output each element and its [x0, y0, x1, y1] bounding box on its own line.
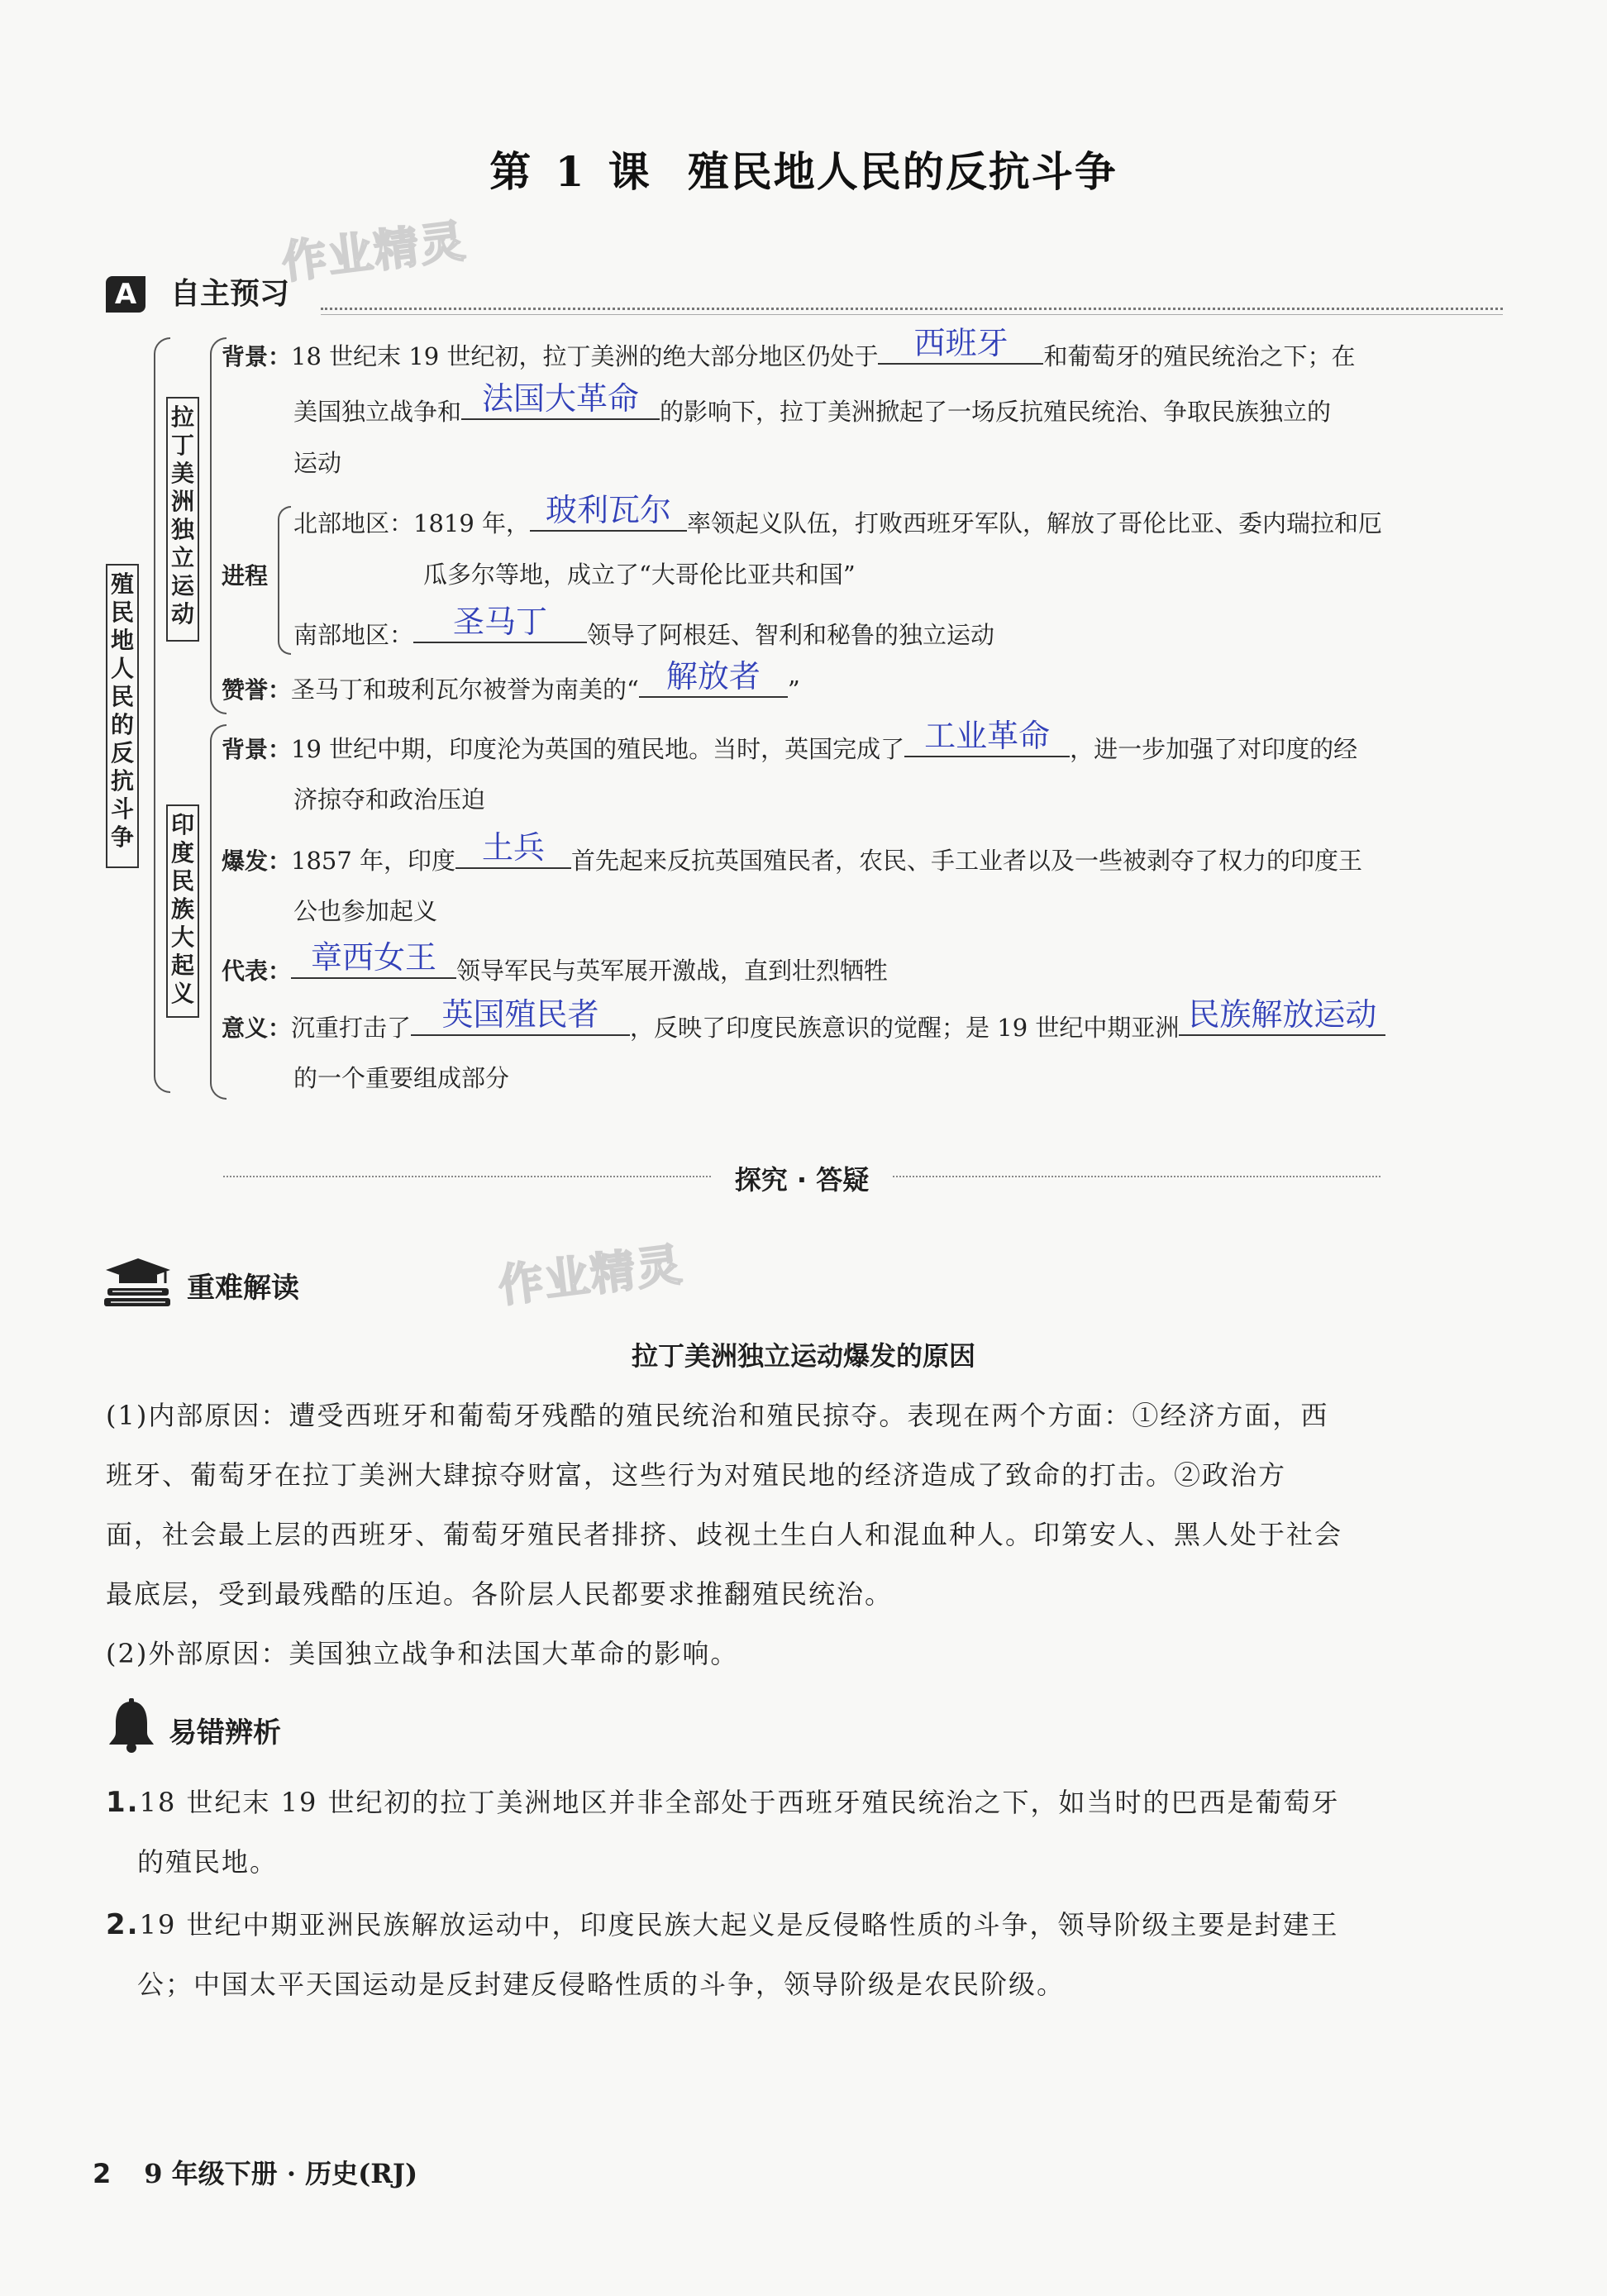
blank-sepoy [455, 829, 571, 869]
blank-liberator [639, 658, 788, 698]
answer-bolivar: 玻利瓦尔 [546, 492, 672, 528]
latin-bg-label: 背景： [222, 343, 292, 370]
divider-title: 探究 · 答疑 [734, 1164, 870, 1196]
representative-text-b: 领导军民与英军展开激战，直到壮烈牺牲 [456, 957, 889, 985]
key-line-5: (2)外部原因：美国独立战争和法国大革命的影响。 [106, 1638, 739, 1669]
india-bg-text-1a: 19 世纪中期，印度沦为英国的殖民地。当时，英国完成了 [291, 735, 905, 763]
key-heading: 重难解读 [187, 1272, 299, 1305]
blank-industrial-revolution [904, 718, 1070, 757]
book-title: 9 年级下册 · 历史(RJ) [144, 2158, 418, 2189]
significance-text-1b: ，反映了印度民族意识的觉醒；是 19 世纪中期亚洲 [630, 1014, 1180, 1042]
answer-spain: 西班牙 [913, 325, 1009, 361]
north-text-a: 北部地区：1819 年， [293, 509, 531, 537]
significance-label: 意义： [222, 1014, 292, 1042]
mistake-item-1-number: 1. [106, 1786, 140, 1819]
watermark-middle: 作业精灵 [495, 1238, 686, 1313]
praise-line [222, 658, 800, 707]
north-line-1 [293, 492, 1383, 540]
india-bg-label: 背景： [222, 736, 292, 763]
latin-bg-text-2a: 美国独立战争和 [293, 398, 462, 426]
latin-brace [210, 337, 227, 714]
india-bg-line-2: 济掠夺和政治压迫 [293, 785, 486, 814]
answer-french-revolution: 法国大革命 [482, 380, 640, 417]
answer-rani: 章西女王 [311, 939, 437, 976]
latin-bg-line-2 [293, 380, 1332, 428]
mistake-item-2-number: 2. [106, 1908, 140, 1941]
outbreak-label: 爆发： [222, 847, 292, 875]
north-text-b: 率领起义队伍，打败西班牙军队，解放了哥伦比亚、委内瑞拉和厄 [687, 509, 1383, 537]
significance-text-1a: 沉重打击了 [291, 1014, 412, 1042]
outbreak-text-1a: 1857 年，印度 [291, 847, 456, 875]
mistake-item-2-line-2: 公；中国太平天国运动是反封建反侵略性质的斗争，领导阶级是农民阶级。 [137, 1969, 1066, 2000]
topic-india-box: 印度民族大起义 [166, 804, 199, 1018]
lesson-title [0, 139, 1607, 198]
mistake-item-1-line-2: 的殖民地。 [137, 1846, 279, 1878]
representative-label: 代表： [222, 957, 292, 985]
mistake-item-2-text-1: 19 世纪中期亚洲民族解放运动中，印度民族大起义是反侵略性质的斗争，领导阶级主要是封建王 [139, 1909, 1339, 1940]
praise-text-a: 圣马丁和玻利瓦尔被誉为南美的“ [291, 675, 639, 704]
blank-french-revolution [461, 380, 660, 420]
blank-san-martin [413, 604, 587, 643]
praise-text-b: ” [787, 675, 800, 704]
blank-rani [291, 939, 456, 979]
latin-bg-line-1 [222, 325, 1356, 374]
significance-line-1 [222, 996, 1385, 1045]
mistake-item-2-line-1 [106, 1907, 1338, 1943]
section-a-rule-line [321, 314, 1503, 315]
key-line-4: 最底层，受到最残酷的压迫。各阶层人民都要求推翻殖民统治。 [106, 1578, 894, 1610]
blank-bolivar [530, 492, 687, 532]
india-bg-line-1 [222, 718, 1358, 766]
latin-bg-text-2b: 的影响下，拉丁美洲掀起了一场反抗殖民统治、争取民族独立的 [660, 398, 1332, 426]
key-line-1: (1)内部原因：遭受西班牙和葡萄牙残酷的殖民统治和殖民掠夺。表现在两个方面：①经济方面，西 [106, 1400, 1329, 1431]
watermark-top: 作业精灵 [279, 214, 470, 289]
north-line-2: 瓜多尔等地，成立了“大哥伦比亚共和国” [423, 561, 856, 589]
answer-liberator: 解放者 [665, 658, 761, 695]
outbreak-line-2: 公也参加起义 [293, 897, 438, 925]
section-a-badge: A [106, 276, 145, 313]
latin-bg-text-1b: 和葡萄牙的殖民统治之下；在 [1043, 342, 1356, 370]
section-a-label: 自主预习 [170, 277, 290, 311]
page-footer [93, 2153, 417, 2191]
answer-national-liberation: 民族解放运动 [1188, 996, 1377, 1033]
process-brace [278, 506, 291, 655]
answer-british-colonists: 英国殖民者 [441, 996, 599, 1033]
answer-sepoy: 土兵 [482, 829, 546, 866]
latin-bg-text-1a: 18 世纪末 19 世纪初，拉丁美洲的绝大部分地区仍处于 [291, 342, 879, 370]
divider-line-right [893, 1176, 1380, 1177]
key-subtitle: 拉丁美洲独立运动爆发的原因 [631, 1340, 975, 1372]
section-a-header [106, 271, 1503, 317]
south-text-b: 领导了阿根廷、智利和秘鲁的独立运动 [587, 621, 995, 649]
blank-british-colonists [411, 996, 630, 1036]
latin-bg-line-3: 运动 [293, 449, 342, 477]
mistake-item-1-text-1: 18 世纪末 19 世纪初的拉丁美洲地区并非全部处于西班牙殖民统治之下，如当时的巴西是葡萄牙 [139, 1787, 1340, 1818]
praise-label: 赞誉： [222, 676, 292, 704]
significance-line-2: 的一个重要组成部分 [293, 1064, 510, 1092]
outbreak-line-1 [222, 829, 1363, 878]
page-number: 2 [93, 2158, 112, 2189]
representative-line [222, 939, 889, 988]
outline-root-box: 殖民地人民的反抗斗争 [106, 564, 139, 868]
lesson-number: 第 1 课 [489, 147, 655, 196]
south-text-a: 南部地区： [293, 621, 414, 649]
bell-icon [103, 1697, 160, 1754]
topic-latin-box: 拉丁美洲独立运动 [166, 397, 199, 642]
answer-industrial-revolution: 工业革命 [924, 718, 1051, 754]
mortarboard-books-icon [103, 1257, 174, 1310]
latin-process-label: 进程 [222, 562, 269, 590]
blank-spain [878, 325, 1043, 365]
lesson-name: 殖民地人民的反抗斗争 [687, 147, 1118, 196]
blank-national-liberation [1179, 996, 1385, 1036]
section-a-rule [321, 308, 1503, 310]
explore-divider [223, 1159, 1380, 1196]
mistake-item-1-line-1 [106, 1784, 1340, 1821]
key-line-3: 面，社会最上层的西班牙、葡萄牙殖民者排挤、歧视土生白人和混血种人。印第安人、黑人处于社会 [106, 1519, 1343, 1550]
outbreak-text-1b: 首先起来反抗英国殖民者，农民、手工业者以及一些被剥夺了权力的印度王 [571, 847, 1363, 875]
india-bg-text-1b: ，进一步加强了对印度的经 [1070, 735, 1358, 763]
key-line-2: 班牙、葡萄牙在拉丁美洲大肆掠夺财富，这些行为对殖民地的经济造成了致命的打击。②政治方 [106, 1459, 1287, 1491]
mistakes-heading: 易错辨析 [169, 1716, 281, 1749]
answer-san-martin: 圣马丁 [453, 604, 548, 640]
south-line [293, 604, 995, 652]
